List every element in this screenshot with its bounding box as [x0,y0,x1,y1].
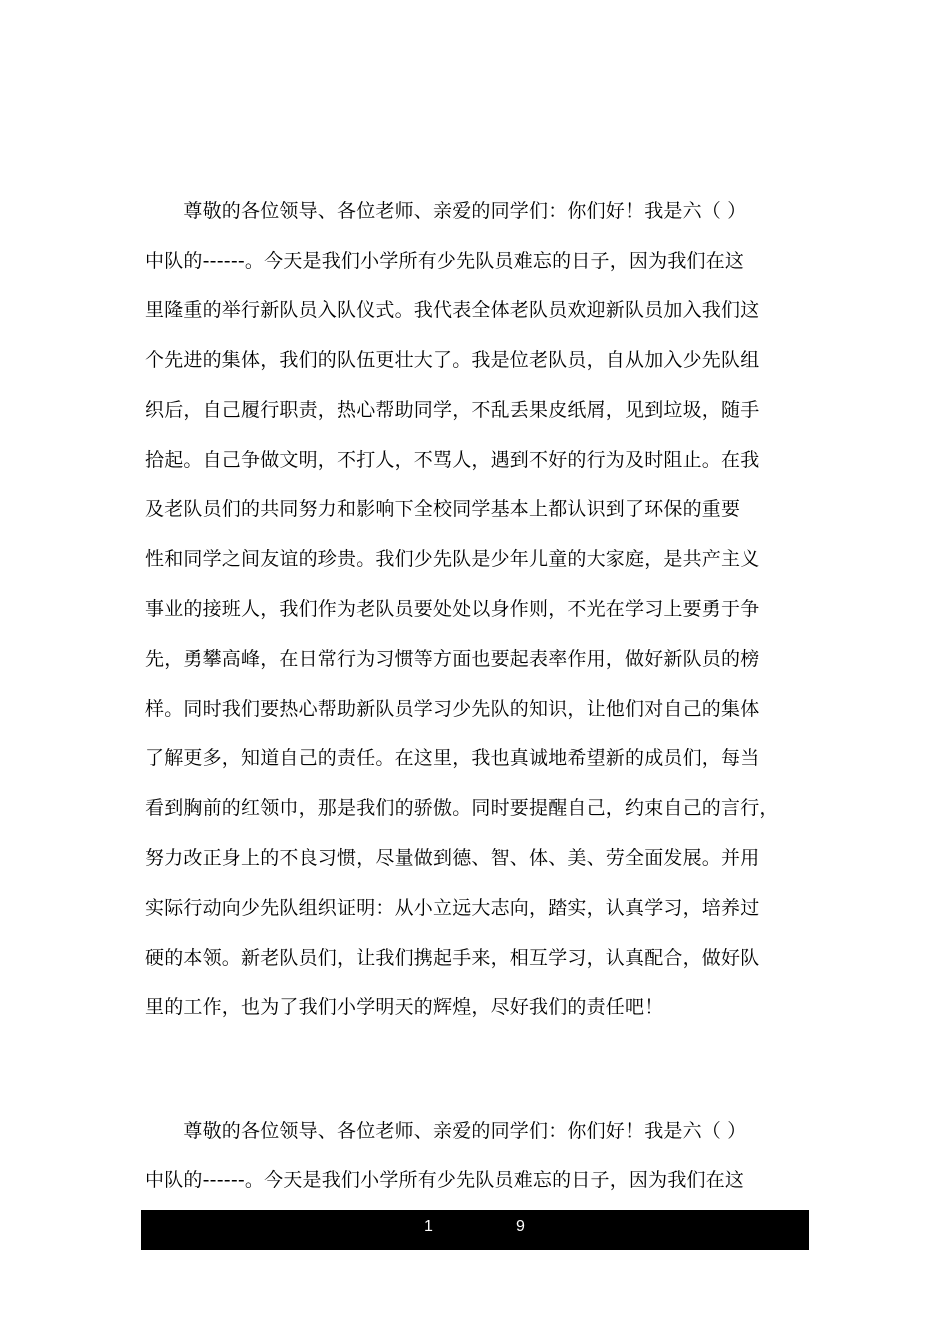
text-line: 样。同时我们要热心帮助新队员学习少先队的知识，让他们对自己的集体 [145,698,760,720]
text-line: 个先进的集体，我们的队伍更壮大了。我是位老队员，自从加入少先队组 [145,349,760,371]
text-line: 看到胸前的红领巾，那是我们的骄傲。同时要提醒自己，约束自己的言行， [145,797,779,819]
text-line: 织后，自己履行职责，热心帮助同学，不乱丢果皮纸屑，见到垃圾，随手 [145,399,760,421]
text-line: 先，勇攀高峰，在日常行为习惯等方面也要起表率作用，做好新队员的榜 [145,648,760,670]
text-line: 中队的------。今天是我们小学所有少先队员难忘的日子，因为我们在这 [145,1169,745,1191]
text-line: 硬的本领。新老队员们，让我们携起手来，相互学习，认真配合，做好队 [145,947,760,969]
text-line: 了解更多，知道自己的责任。在这里，我也真诚地希望新的成员们，每当 [145,747,760,769]
text-line: 拾起。自己争做文明，不打人，不骂人，遇到不好的行为及时阻止。在我 [145,449,760,471]
text-line: 尊敬的各位领导、各位老师、亲爱的同学们：你们好！我是六（ ） [145,1120,747,1142]
text-line: 及老队员们的共同努力和影响下全校同学基本上都认识到了环保的重要 [145,498,741,520]
page-number-total: 9 [516,1218,525,1235]
text-line: 努力改正身上的不良习惯，尽量做到德、智、体、美、劳全面发展。并用 [145,847,760,869]
text-line: 中队的------。今天是我们小学所有少先队员难忘的日子，因为我们在这 [145,250,745,272]
text-line: 里隆重的举行新队员入队仪式。我代表全体老队员欢迎新队员加入我们这 [145,299,760,321]
text-line: 事业的接班人，我们作为老队员要处处以身作则，不光在学习上要勇于争 [145,598,760,620]
text-line: 尊敬的各位领导、各位老师、亲爱的同学们：你们好！我是六（ ） [145,200,747,222]
text-line: 里的工作，也为了我们小学明天的辉煌，尽好我们的责任吧！ [145,996,664,1018]
page-footer-bar [141,1210,809,1250]
text-line: 实际行动向少先队组织证明：从小立远大志向，踏实，认真学习，培养过 [145,897,760,919]
page-number-current: 1 [424,1218,433,1235]
text-line: 性和同学之间友谊的珍贵。我们少先队是少年儿童的大家庭，是共产主义 [145,548,760,570]
